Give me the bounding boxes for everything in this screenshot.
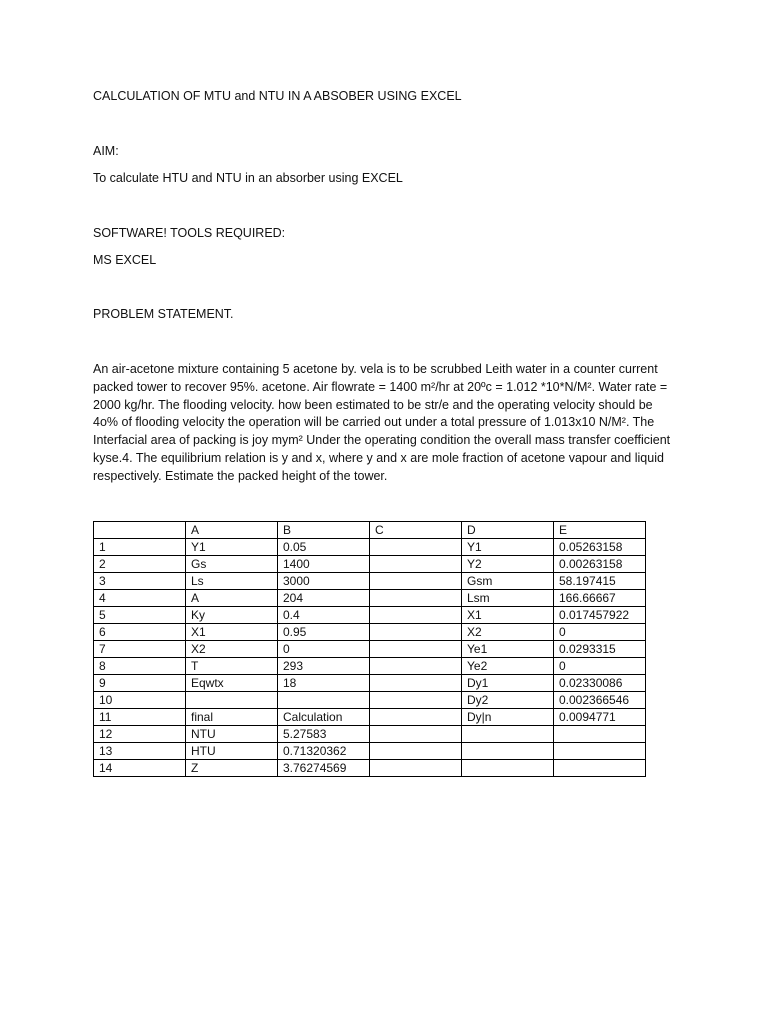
table-cell [370,692,462,709]
table-cell: 0.0293315 [554,641,646,658]
table-cell: Dy2 [462,692,554,709]
table-body [94,522,646,777]
table-row [94,573,646,590]
problem-statement: An air-acetone mixture containing 5 acetone by. vela is to be scrubbed Leith water in a counter current packed tower to recover 95%. acetone. Air flowrate = 1400 m²/hr at 20ºc = 1.012 *10*N/M². Water rate = 2000 kg/hr. The flooding velocity. how been estimated to be str/e and the operating velocity should be 4o% of flooding velocity the operation will be carried out under a total pressure of 1.013x10 N/M². The Interfacial area of packing is joy mym² Under the operating condition the overall mass transfer coefficient kyse.4. The equilibrium relation is y and x, where y and x are mole fraction of acetone vapour and liquid respectively. Estimate the packed height of the tower. [93,362,671,483]
table-cell [554,726,646,743]
table-cell: X2 [186,641,278,658]
table-row [94,641,646,658]
table-row [94,692,646,709]
table-cell: A [186,522,278,539]
table-row [94,658,646,675]
table-row [94,607,646,624]
table-cell: B [278,522,370,539]
table-cell: D [462,522,554,539]
table-cell [370,658,462,675]
table-cell: X1 [186,624,278,641]
table-row [94,590,646,607]
table-row [94,726,646,743]
table-cell: 7 [94,641,186,658]
table-cell [370,573,462,590]
table-cell [462,760,554,777]
table-cell: 3000 [278,573,370,590]
table-cell: 0 [554,624,646,641]
table-cell: 1400 [278,556,370,573]
table-cell [278,692,370,709]
table-cell: 18 [278,675,370,692]
table-cell: 5.27583 [278,726,370,743]
table-row [94,556,646,573]
table-cell: 10 [94,692,186,709]
table-cell: X1 [462,607,554,624]
table-header-row [94,522,646,539]
table-cell [370,624,462,641]
table-cell [370,726,462,743]
table-cell: 4 [94,590,186,607]
table-cell [370,590,462,607]
table-cell: 0.02330086 [554,675,646,692]
table-cell: 293 [278,658,370,675]
table-cell: 3 [94,573,186,590]
table-cell: 0.95 [278,624,370,641]
software-heading: SOFTWARE! TOOLS REQUIRED: [93,226,286,240]
table-cell [554,760,646,777]
table-cell: 13 [94,743,186,760]
table-cell [94,522,186,539]
table-cell: 0 [278,641,370,658]
table-cell: A [186,590,278,607]
table-cell: 0.00263158 [554,556,646,573]
table-cell: Gsm [462,573,554,590]
table-cell: 0.05 [278,539,370,556]
table-cell: T [186,658,278,675]
table-cell: Dy1 [462,675,554,692]
table-cell: Ky [186,607,278,624]
table-cell: 0 [554,658,646,675]
table-cell: 5 [94,607,186,624]
table-cell: 0.05263158 [554,539,646,556]
table-row [94,760,646,777]
table-cell: 6 [94,624,186,641]
table-row [94,624,646,641]
table-row [94,743,646,760]
table-cell [370,641,462,658]
table-cell [370,556,462,573]
table-cell: Eqwtx [186,675,278,692]
document-title: CALCULATION OF MTU and NTU IN A ABSOBER USING EXCEL [93,89,462,103]
table-cell [186,692,278,709]
table-cell: X2 [462,624,554,641]
table-cell: 204 [278,590,370,607]
table-cell: Ls [186,573,278,590]
table-cell: Ye2 [462,658,554,675]
table-cell: 1 [94,539,186,556]
table-cell: Gs [186,556,278,573]
table-cell: Y1 [186,539,278,556]
table-cell: 2 [94,556,186,573]
table-cell: 9 [94,675,186,692]
table-cell: 11 [94,709,186,726]
table-cell: 3.76274569 [278,760,370,777]
table-row [94,539,646,556]
table-cell: 0.017457922 [554,607,646,624]
table-cell: 0.0094771 [554,709,646,726]
table-cell: E [554,522,646,539]
table-cell [370,709,462,726]
table-cell: NTU [186,726,278,743]
table-cell: 0.71320362 [278,743,370,760]
table-cell [370,607,462,624]
table-cell: 0.4 [278,607,370,624]
table-cell [370,743,462,760]
table-cell [370,760,462,777]
table-cell: Y2 [462,556,554,573]
table-cell: Ye1 [462,641,554,658]
table-cell: 0.002366546 [554,692,646,709]
table-cell: HTU [186,743,278,760]
table-cell [462,743,554,760]
table-cell: 58.197415 [554,573,646,590]
excel-data-table [93,521,646,777]
table-cell [462,726,554,743]
table-cell [370,675,462,692]
table-cell: 12 [94,726,186,743]
problem-heading: PROBLEM STATEMENT. [93,307,234,321]
table-cell: Y1 [462,539,554,556]
table-cell [370,539,462,556]
table-cell: Z [186,760,278,777]
table-cell: Dy|n [462,709,554,726]
aim-heading: AIM: [93,144,119,158]
aim-text: To calculate HTU and NTU in an absorber using EXCEL [93,171,403,185]
table-cell: 14 [94,760,186,777]
table-cell: C [370,522,462,539]
software-text: MS EXCEL [93,253,157,267]
table-cell: Lsm [462,590,554,607]
table-row [94,709,646,726]
table-cell: 166.66667 [554,590,646,607]
table-row [94,675,646,692]
table-cell: 8 [94,658,186,675]
table-cell: Calculation [278,709,370,726]
table-cell: final [186,709,278,726]
table-cell [554,743,646,760]
